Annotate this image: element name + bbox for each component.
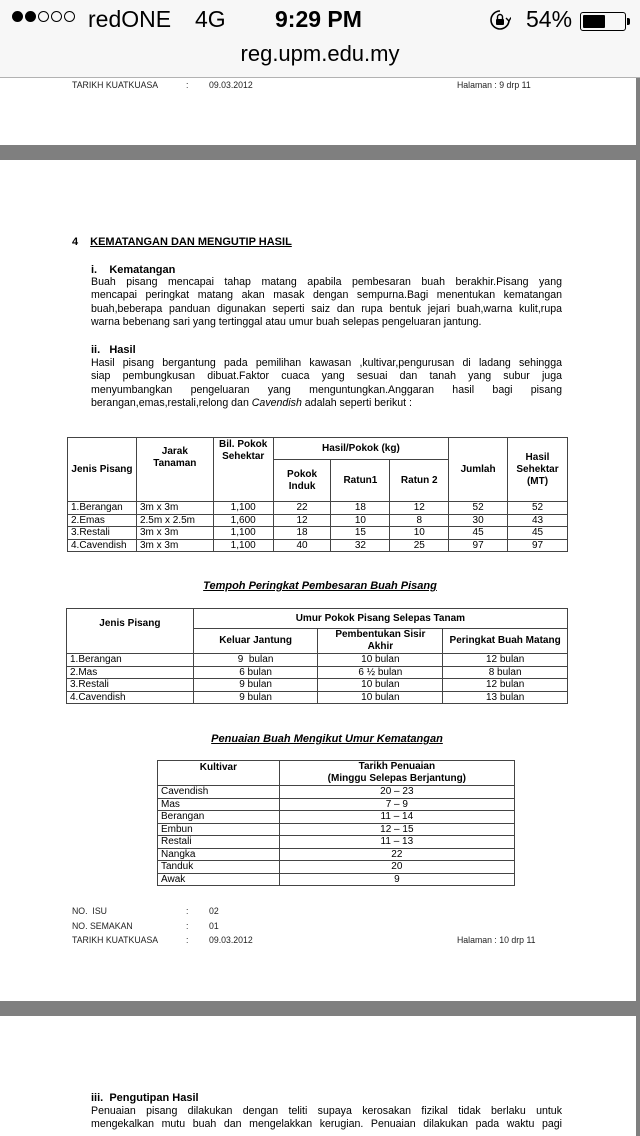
footer-semakan-value: 01: [209, 921, 219, 932]
col-hasil-sehektar: Hasil Sehektar (MT): [508, 438, 568, 502]
footer-colon: :: [186, 906, 189, 917]
network-type: 4G: [195, 6, 226, 32]
footer-isu-value: 02: [209, 906, 219, 917]
table-row: 2.Mas 6 bulan 6 ½ bulan 8 bulan: [67, 666, 568, 679]
paragraph-pengutipan: Penuaian pisang dilakukan dengan teliti supaya kerosakan fizikal tidak berlaku untuk mengekalkan mutu buah dan mengelakkan kerugian. Penuaian dilakukan pada waktu pagi: [91, 1105, 562, 1131]
col-kultivar: Kultivar: [158, 761, 280, 786]
table-row: Embun 12 – 15: [158, 823, 515, 836]
table-row: 1.Berangan 3m x 3m 1,100 22 18 12 52 52: [68, 502, 568, 515]
col-jarak-tanaman: Jarak Tanaman: [136, 438, 213, 502]
battery-tip: [627, 18, 630, 25]
table-row: 4.Cavendish 9 bulan 10 bulan 13 bulan: [67, 691, 568, 704]
col-pokok-induk: Pokok Induk: [273, 460, 331, 502]
signal-strength-icon: [12, 11, 75, 22]
rotation-lock-icon: [489, 9, 511, 31]
paragraph-hasil: Hasil pisang bergantung pada pemilihan kawasan ,kultivar,pengurusan di ladang sehingga siap pembungkusan dibuat.Faktor cuaca yang sesuai dan tanah yang subur juga menyumbangkan pengeluaran yang menguntungkan.Anggaran hasil bagi pisang berangan,emas,restali,relong dan Cavendish adalah seperti berikut :: [91, 357, 562, 409]
col-tarikh-penuaian: Tarikh Penuaian (Minggu Selepas Berjantung): [279, 761, 514, 786]
browser-top-bar: [0, 0, 640, 78]
table-row: 2.Emas 2.5m x 2.5m 1,600 12 10 8 30 43: [68, 514, 568, 527]
col-peringkat-buah: Peringkat Buah Matang: [443, 629, 568, 654]
table-row: Tanduk 20: [158, 861, 515, 874]
carrier-name: redONE: [88, 6, 172, 32]
col-group-umur: Umur Pokok Pisang Selepas Tanam: [193, 609, 567, 629]
table-row: Restali 11 – 13: [158, 836, 515, 849]
table-row: 3.Restali 9 bulan 10 bulan 12 bulan: [67, 679, 568, 692]
harvest-table: [157, 760, 515, 886]
table-row: Mas 7 – 9: [158, 798, 515, 811]
subheading-pengutipan: iii. Pengutipan Hasil: [91, 1092, 199, 1104]
table-row: 1.Berangan 9 bulan 10 bulan 12 bulan: [67, 654, 568, 667]
footer-page-number: Halaman : 10 drp 11: [457, 935, 536, 946]
page-separator: [0, 1001, 637, 1016]
col-ratun2: Ratun 2: [390, 460, 449, 502]
table-row: Cavendish 20 – 23: [158, 786, 515, 799]
col-jenis-pisang: Jenis Pisang: [68, 438, 137, 502]
table-row: 4.Cavendish 3m x 3m 1,100 40 32 25 97 97: [68, 539, 568, 552]
growth-table: [66, 608, 568, 704]
col-group-hasil-pokok: Hasil/Pokok (kg): [273, 438, 449, 460]
table-row: Berangan 11 – 14: [158, 811, 515, 824]
battery-icon: [580, 12, 626, 31]
battery-percent: 54%: [526, 6, 573, 32]
harvest-table-caption: Penuaian Buah Mengikut Umur Kematangan: [211, 733, 443, 745]
footer-isu-label: NO. ISU: [72, 906, 107, 917]
footer-tarikh-value: 09.03.2012: [209, 80, 253, 91]
url-bar[interactable]: reg.upm.edu.my: [240, 41, 400, 66]
footer-tarikh-label: TARIKH KUATKUASA: [72, 80, 159, 91]
col-bil-pokok: Bil. Pokok Sehektar: [213, 438, 273, 502]
col-pembentukan-sisir: Pembentukan Sisir Akhir: [318, 629, 443, 654]
page-separator: [0, 145, 637, 160]
subheading-hasil: ii. Hasil: [91, 344, 136, 356]
footer-tarikh-label: TARIKH KUATKUASA: [72, 935, 159, 946]
footer-colon: :: [186, 935, 189, 946]
section-heading: [72, 236, 292, 248]
table-row: Nangka 22: [158, 848, 515, 861]
subheading-kematangan: i. Kematangan: [91, 264, 176, 276]
footer-colon: :: [186, 921, 189, 932]
growth-table-caption: Tempoh Peringkat Pembesaran Buah Pisang: [203, 580, 437, 592]
status-bar: [0, 4, 640, 38]
section-title: KEMATANGAN DAN MENGUTIP HASIL: [90, 236, 292, 248]
footer-colon: :: [186, 80, 189, 91]
scrollbar-track[interactable]: [636, 78, 640, 1136]
table-row: Awak 9: [158, 873, 515, 886]
col-jenis-pisang: Jenis Pisang: [67, 609, 194, 654]
footer-page-number: Halaman : 9 drp 11: [457, 80, 531, 91]
footer-tarikh-value: 09.03.2012: [209, 935, 253, 946]
clock: 9:29 PM: [275, 6, 362, 32]
table-row: 3.Restali 3m x 3m 1,100 18 15 10 45 45: [68, 527, 568, 540]
paragraph-kematangan: Buah pisang mencapai tahap matang apabila pembesaran buah berakhir.Pisang yang mencapai peringkat matang akan masak dengan sempurna.Bagi menentukan kematangan buah,beberapa panduan digunakan seperti saiz dan rupa bentuk jejari buah,warna kulit,rupa warna bebenang sari yang tertinggal atau umur buah selepas pengeluaran jantung.: [91, 276, 562, 328]
footer-semakan-label: NO. SEMAKAN: [72, 921, 133, 932]
section-number: 4: [72, 236, 79, 248]
col-ratun1: Ratun1: [331, 460, 390, 502]
col-keluar-jantung: Keluar Jantung: [193, 629, 318, 654]
yield-table: [67, 437, 568, 552]
col-jumlah: Jumlah: [449, 438, 508, 502]
